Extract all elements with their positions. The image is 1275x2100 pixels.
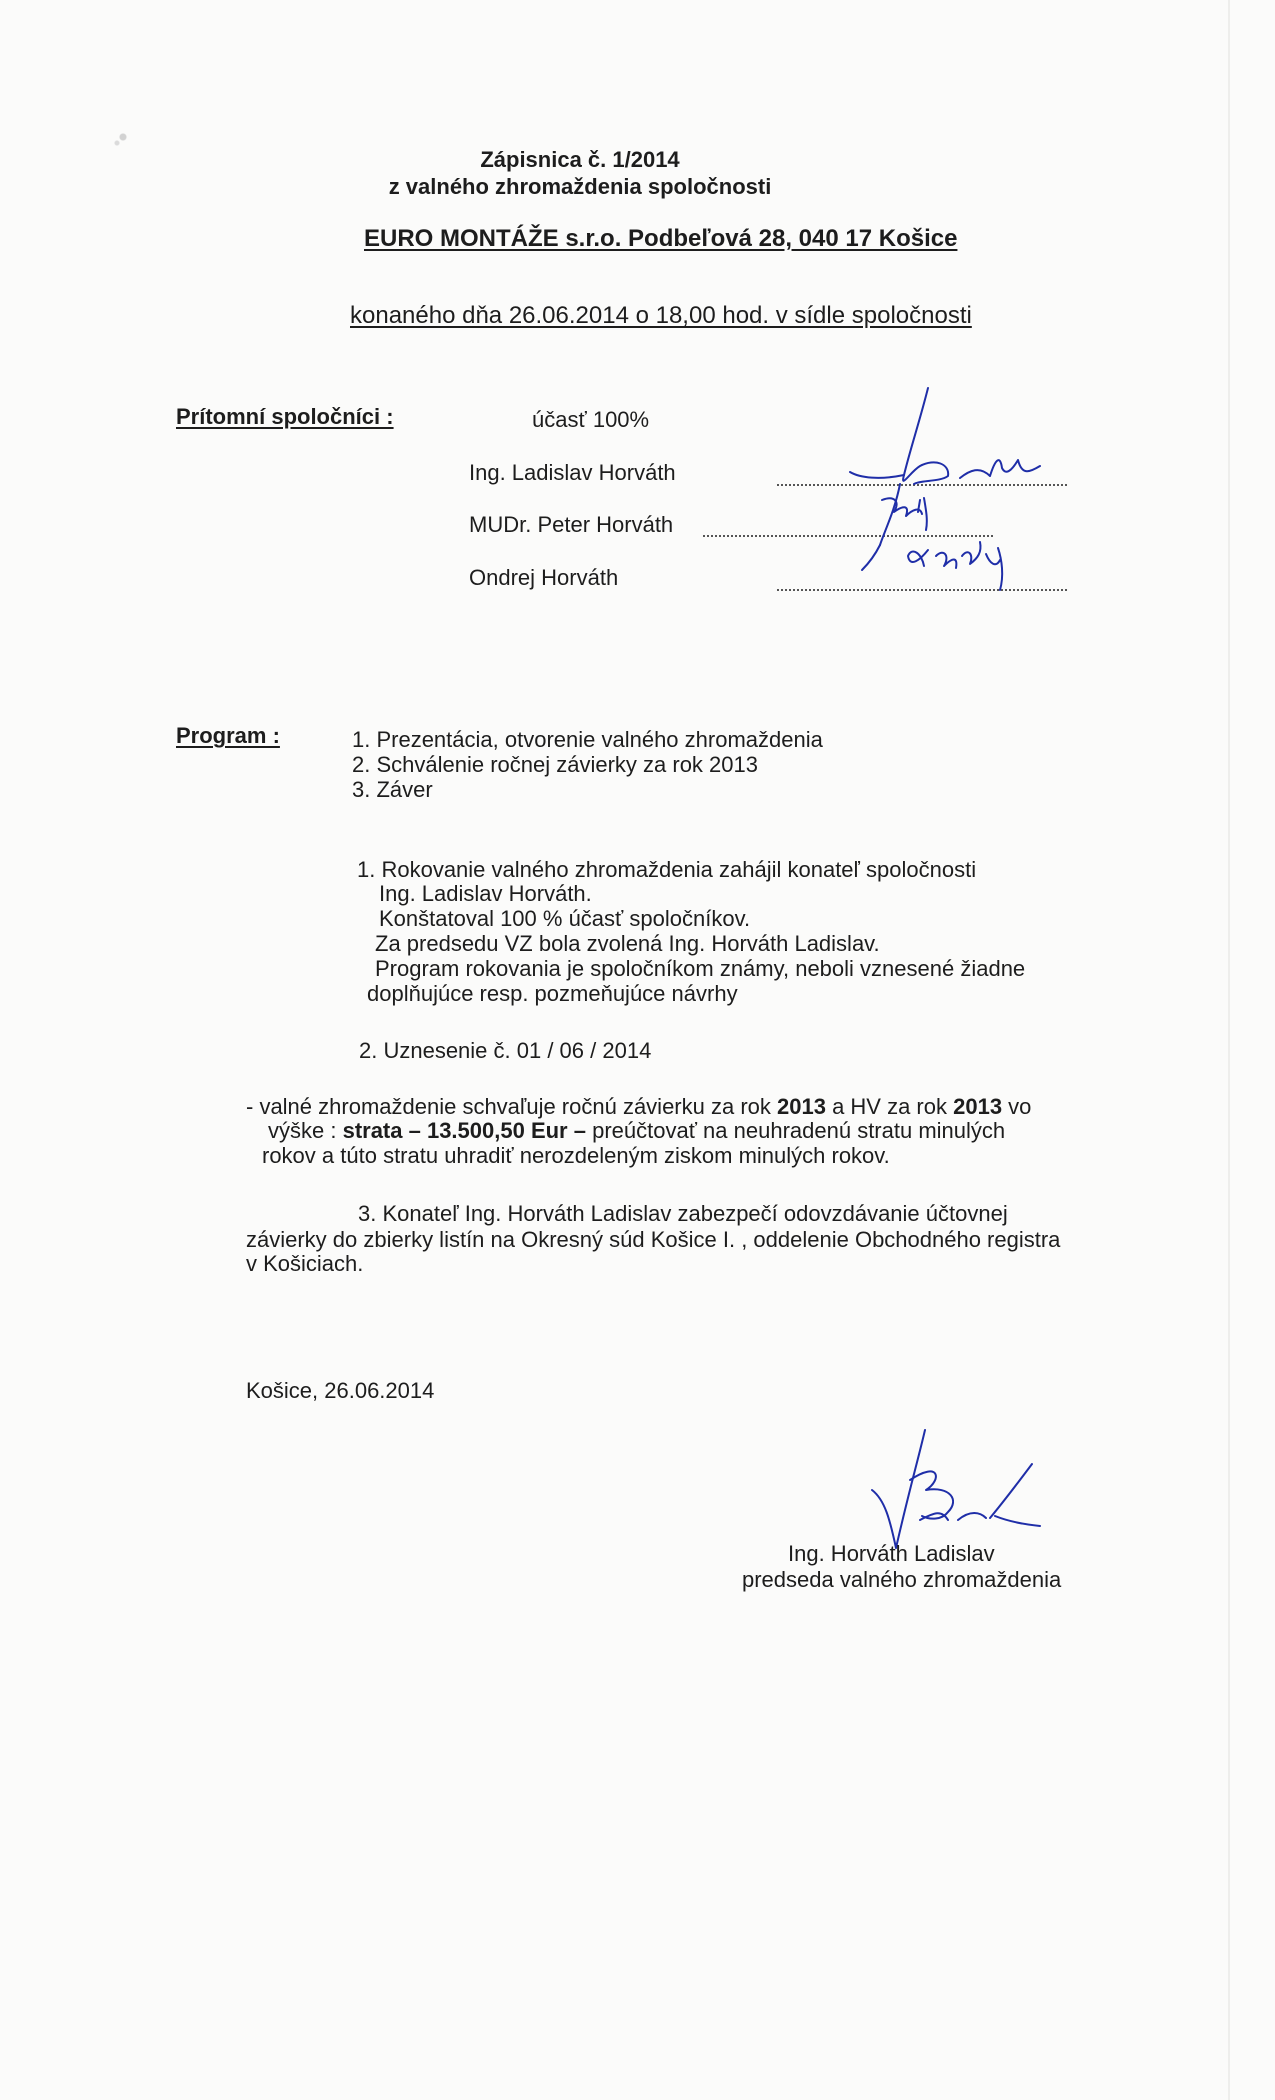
section1-line-4: Za predsedu VZ bola zvolená Ing. Horváth Ladislav.	[375, 931, 880, 956]
section1-line-1: 1. Rokovanie valného zhromaždenia zahájil konateľ spoločnosti	[357, 857, 977, 882]
loss-amount: strata – 13.500,50 Eur –	[342, 1118, 586, 1143]
resolution-text: výške :	[268, 1118, 343, 1143]
section3-line-3: v Košiciach.	[246, 1251, 364, 1276]
document-title: Zápisnica č. 1/2014	[480, 147, 680, 172]
section3-line-2: závierky do zbierky listín na Okresný súd Košice I. , oddelenie Obchodného registra	[246, 1227, 1061, 1252]
attendee-name-1: Ing. Ladislav Horváth	[469, 460, 676, 485]
meeting-held-line: konaného dňa 26.06.2014 o 18,00 hod. v sídle spoločnosti	[350, 302, 972, 329]
document-subtitle: z valného zhromaždenia spoločnosti	[388, 174, 772, 199]
program-item-2: 2. Schválenie ročnej závierky za rok 2013	[352, 752, 758, 777]
resolution-heading: 2. Uznesenie č. 01 / 06 / 2014	[359, 1038, 652, 1063]
resolution-line-3: rokov a túto stratu uhradiť nerozdeleným ziskom minulých rokov.	[262, 1143, 890, 1168]
page-edge-shadow	[1228, 0, 1230, 2100]
section1-line-3: Konštatoval 100 % účasť spoločníkov.	[379, 906, 751, 931]
program-label: Program :	[176, 723, 280, 748]
section1-line-5: Program rokovania je spoločníkom známy, neboli vznesené žiadne	[375, 956, 1026, 981]
signer-name: Ing. Horváth Ladislav	[788, 1541, 995, 1566]
attendee-name-3: Ondrej Horváth	[469, 565, 619, 590]
resolution-text: a HV za rok	[825, 1094, 954, 1119]
program-item-3: 3. Záver	[352, 777, 433, 802]
program-item-1: 1. Prezentácia, otvorenie valného zhromaždenia	[352, 727, 823, 752]
chairman-signature	[830, 1420, 1060, 1560]
signer-role: predseda valného zhromaždenia	[742, 1567, 1062, 1592]
resolution-text: preúčtovať na neuhradenú stratu minulých	[585, 1118, 1006, 1143]
year-value: 2013	[777, 1094, 826, 1119]
year-value: 2013	[953, 1094, 1003, 1119]
section3-line-1: 3. Konateľ Ing. Horváth Ladislav zabezpečí odovzdávanie účtovnej	[358, 1201, 1008, 1226]
attendee-signatures	[840, 380, 1080, 620]
resolution-line-1	[246, 1093, 1031, 1120]
resolution-text: vo	[1002, 1094, 1032, 1119]
section1-line-6: doplňujúce resp. pozmeňujúce návrhy	[367, 981, 738, 1006]
place-date: Košice, 26.06.2014	[246, 1378, 435, 1403]
resolution-text: - valné zhromaždenie schvaľuje ročnú závierku za rok	[246, 1094, 777, 1119]
company-line: EURO MONTÁŽE s.r.o. Podbeľová 28, 040 17 Košice	[364, 225, 958, 252]
resolution-line-2	[268, 1117, 1005, 1144]
participation-text: účasť 100%	[532, 407, 650, 432]
section1-line-2: Ing. Ladislav Horváth.	[379, 881, 592, 906]
attendee-name-2: MUDr. Peter Horváth	[469, 512, 674, 537]
attendees-label: Prítomní spoločníci :	[176, 404, 394, 429]
